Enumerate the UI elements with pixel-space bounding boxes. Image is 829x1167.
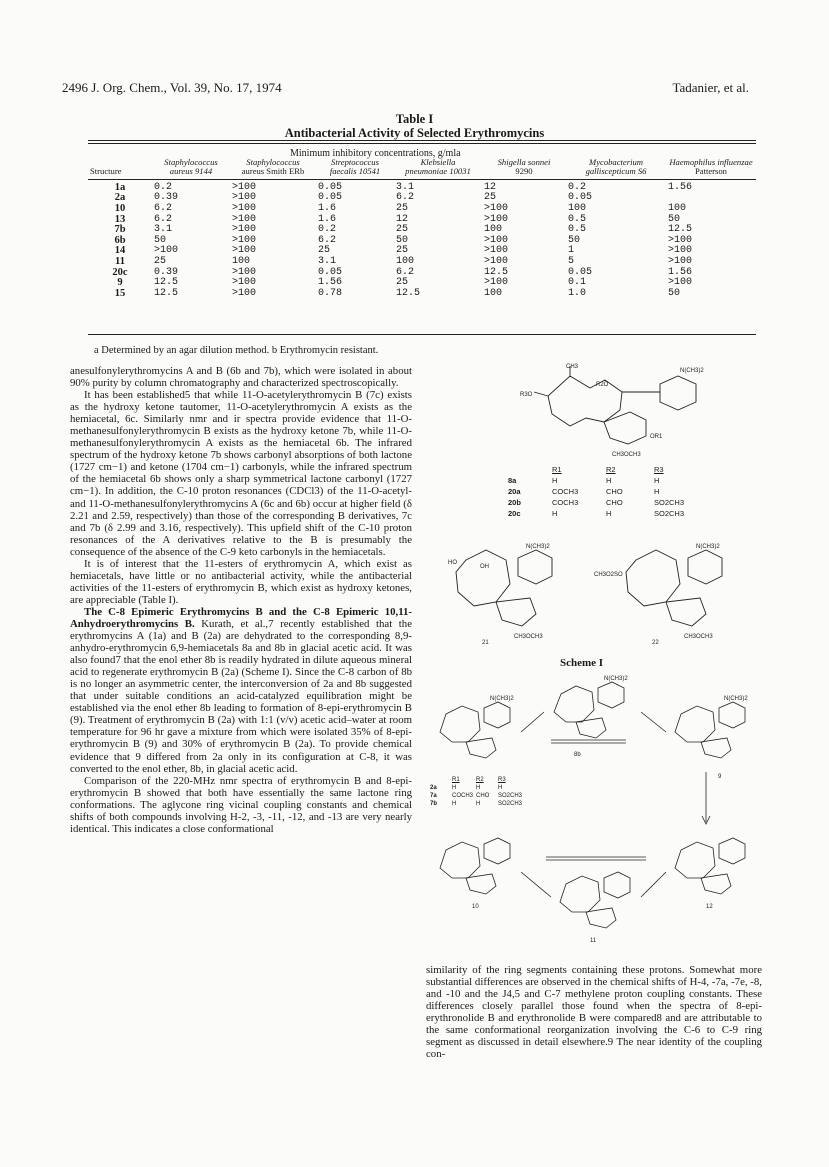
col-header-5: Shigella sonnei 9290 xyxy=(482,158,566,179)
table-cell: 25 xyxy=(396,245,409,257)
scheme-i-diagram xyxy=(426,672,771,962)
fragment-nch3-left: N(CH3)2 xyxy=(490,696,514,702)
compound-21: 21 xyxy=(482,640,489,646)
fragment-nch3-8b: N(CH3)2 xyxy=(604,676,628,682)
table-cell: 50 xyxy=(668,213,681,225)
table-cell: 0.05 xyxy=(318,266,343,278)
table-cell: 1.0 xyxy=(568,287,587,299)
table-cell: 100 xyxy=(396,255,415,267)
substituent-compound: 7b xyxy=(430,801,438,807)
table-cell: 12 xyxy=(484,181,497,193)
substituent-compound: 20b xyxy=(508,498,521,507)
paragraph-2: It has been established5 that while 11-O-acetylerythromycin B (7c) exists as the hydroxy ketone tautomer, 11-O-acetylerythromycin A exists as the hemiacetal, 6c. Similarly nmr and ir spectra provide evidence that 11-O-methanesulfonylerythromycin B exists as the hydroxy ketone 7b, while 11-O-methanesulfonylerythromycin A exists as the hemiacetal 6b. The infrared spectrum of the hydroxy ketone 7b shows carbonyl absorptions of both lactone (1727 cm−1) and ketone (1704 cm−1) carbonyls, while the infrared spectrum of the hemiacetal 6b shows only a sharp symmetrical lactone carbonyl (1727 cm−1). In addition, the C-10 proton resonances (CDCl3) of the 11-O-acetyl- and 11-O-methanesulfonylerythromycins A (6c and 6b) occur at higher field (δ 2.21 and 2.59, respectively) than those of the corresponding B derivatives, 7c and 7b (δ 2.99 and 3.16, respectively). This upfield shift of the C-10 proton resonances of the A derivatives relative to the B is presumably the consequence of the absence of the C-9 keto carbonyls in the hemiacetals. xyxy=(70,389,412,558)
table-cell: >100 xyxy=(232,245,257,257)
table-row-structure: 11 xyxy=(115,255,125,267)
table-footnote: a Determined by an agar dilution method. b Erythromycin resistant. xyxy=(94,345,379,356)
table-row-structure: 6b xyxy=(114,234,126,246)
substituent-value: CHO xyxy=(476,793,490,799)
substituent-value: H xyxy=(476,785,481,791)
substituent-table-scheme xyxy=(430,776,550,808)
table-cell: >100 xyxy=(484,277,509,289)
substituent-compound: 20c xyxy=(508,509,521,518)
table-row xyxy=(88,257,756,268)
fragment-oh-21: OH xyxy=(480,564,489,570)
fragment-ch3: CH3 xyxy=(566,364,579,370)
table-cell: 50 xyxy=(396,234,409,246)
substituent-row xyxy=(508,475,688,486)
structure-8a-20 xyxy=(500,362,730,462)
table-cell: 50 xyxy=(154,234,167,246)
table-cell: 6.2 xyxy=(396,266,415,278)
table-cell: 12.5 xyxy=(484,266,509,278)
substituent-value: CHO xyxy=(606,498,623,507)
table-cell: 0.39 xyxy=(154,266,179,278)
paragraph-4: The C-8 Epimeric Erythromycins B and the C-8 Epimeric 10,11-Anhydroerythromycins B. Kurath, et al.,7 recently established that the erythromycins A (1a) and B (2a) are dehydrated to the corresponding 8,9-anhydro-erythromycin 6,9-hemiacetals 8a and 8b in glacial acetic acid. It was also found7 that the enol ether 8b is readily hydrated in dilute aqueous mineral acid to regenerate erythromycin B (2a) (Scheme I). Since the C-8 carbon of 8b is no longer an asymmetric center, the interconversion of 2a and 8b suggested that under suitable conditions an acid-catalyzed equilibration might be established via the enol ether 8b leading to formation of 8-epi-erythromycin B (9). Treatment of erythromycin B (2a) with 1:1 (v/v) acetic acid–water at room temperature for 96 hr gave a mixture from which were isolated 35% of 8-epi-erythromycin B (9) and 30% of erythromycin B (2a). To provide chemical evidence that 9 differed from 2a only in its configuration at C-8, it was converted to the enol ether, 8b, in glacial acetic acid. xyxy=(70,605,412,775)
table-cell: 100 xyxy=(484,287,503,299)
table-cell: 1.56 xyxy=(668,266,693,278)
table-cell: 25 xyxy=(318,245,331,257)
table-row-structure: 14 xyxy=(114,245,126,257)
substituent-value: H xyxy=(654,487,660,496)
table-cell: >100 xyxy=(232,277,257,289)
fragment-ch3och3-22: CH3OCH3 xyxy=(684,634,713,640)
table-cell: 25 xyxy=(154,255,167,267)
left-column xyxy=(70,365,412,835)
table-cell: 0.05 xyxy=(318,181,343,193)
substituent-table-top xyxy=(508,464,688,519)
structure-header: Structure xyxy=(88,158,152,179)
fragment-ch3och3: CH3OCH3 xyxy=(612,452,641,458)
substituent-value: SO2CH3 xyxy=(498,801,523,807)
substituent-row xyxy=(508,508,688,519)
substituent-value: H xyxy=(606,476,612,485)
table-cell: >100 xyxy=(484,245,509,257)
table-cell: >100 xyxy=(668,245,693,257)
paragraph-3: It is of interest that the 11-esters of erythromycin A, which exist as hemiacetals, have little or no antibacterial activity, while the antibacterial activities of the 11-esters of erythromycin B, which exist as hydroxy ketones, are appreciable (Table I). xyxy=(70,557,412,606)
substituent-value: H xyxy=(452,801,457,807)
table-cell: 100 xyxy=(668,203,687,214)
table-cell: >100 xyxy=(232,213,257,225)
table-cell: 12.5 xyxy=(396,287,421,299)
fragment-nch3-21: N(CH3)2 xyxy=(526,544,550,550)
compound-11: 11 xyxy=(590,938,597,944)
fragment-ms-22: CH3O2SO xyxy=(594,572,623,578)
substituent-value: H xyxy=(552,476,558,485)
col-header-6: Mycobacterium galliscepticum S6 xyxy=(566,158,666,179)
substituent-compound: 20a xyxy=(508,487,521,496)
table-cell: >100 xyxy=(232,192,257,204)
scheme-sub-header-row: R1 R2 R3 xyxy=(452,777,506,783)
table-cell: 12.5 xyxy=(668,224,693,236)
table-cell: 0.39 xyxy=(154,192,179,204)
table-cell: >100 xyxy=(232,287,257,299)
table-row xyxy=(88,278,756,289)
scheme-title: Scheme I xyxy=(560,657,604,669)
fragment-nch3-right: N(CH3)2 xyxy=(724,696,748,702)
table-cell: 1.6 xyxy=(318,203,337,214)
substituent-value: SO2CH3 xyxy=(654,509,685,518)
table-cell: >100 xyxy=(668,277,693,289)
paragraph-right: similarity of the ring segments containing these protons. Somewhat more substantial differences are observed in the chemical shifts of H-4, -7a, -7e, -8, and -10 and the J4,5 and C-7 methylene proton coupling constants. These differences closely parallel those found when the spectra of 8-epi-erythronolide B and erythronolide B were compared8 and are attributable to the same conformational reorganization involving the C-6 to C-9 ring segment as discussed in detail elsewhere.9 The near identity of the coupling con- xyxy=(426,964,762,1061)
table-cell: 100 xyxy=(568,203,587,214)
table-cell: 0.2 xyxy=(568,181,587,193)
compound-10: 10 xyxy=(472,904,479,910)
table-cell: 0.05 xyxy=(318,192,343,204)
table-cell: 0.05 xyxy=(568,192,593,204)
table-row-structure: 15 xyxy=(114,287,126,299)
table-row xyxy=(88,289,756,300)
substituent-value: COCH3 xyxy=(552,498,579,507)
table-cell: 1.56 xyxy=(318,277,343,289)
table-cell: >100 xyxy=(484,255,509,267)
substituent-value: COCH3 xyxy=(552,487,579,496)
table-row xyxy=(88,215,756,226)
table-row xyxy=(88,193,756,204)
table-top-rule xyxy=(88,140,756,141)
substituent-compound: 7a xyxy=(430,793,437,799)
page-header-right: Tadanier, et al. xyxy=(672,80,749,95)
structures-21-22 xyxy=(426,540,766,650)
table-row xyxy=(88,225,756,236)
substituent-row xyxy=(430,792,550,800)
table-cell: 0.1 xyxy=(568,277,587,289)
sub-header-row: R1 R2 R3 xyxy=(552,465,664,474)
table-bottom-rule xyxy=(88,334,756,335)
table-cell: >100 xyxy=(232,266,257,278)
paragraph-5: Comparison of the 220-MHz nmr spectra of erythromycin B and 8-epi-erythromycin B showed that both have essentially the same lactone ring conformations. The aglycone ring vicinal coupling constants and chemical shifts of both compounds involving H-2, -3, -11, -12, and -13 are very nearly identical. This indicates a close conformational xyxy=(70,774,412,835)
table-cell: 3.1 xyxy=(318,255,337,267)
table-top-rule-2 xyxy=(88,143,756,144)
table-cell: 0.05 xyxy=(568,266,593,278)
table-row xyxy=(88,236,756,247)
substituent-compound: 2a xyxy=(430,785,437,791)
table-cell: 0.78 xyxy=(318,287,343,299)
substituent-value: CHO xyxy=(606,487,623,496)
substituent-row xyxy=(430,784,550,792)
table-cell: >100 xyxy=(232,234,257,246)
fragment-nch3: N(CH3)2 xyxy=(680,368,704,374)
antibacterial-table xyxy=(88,158,756,299)
table-row-structure: 13 xyxy=(114,213,126,225)
fragment-ho-21: HO xyxy=(448,560,457,566)
table-cell: >100 xyxy=(232,203,257,214)
fragment-or1: OR1 xyxy=(650,434,663,440)
table-row-structure: 2a xyxy=(114,192,126,204)
table-cell: 3.1 xyxy=(154,224,173,236)
table-cell: 3.1 xyxy=(396,181,415,193)
table-row-structure: 10 xyxy=(114,203,126,214)
substituent-value: H xyxy=(476,801,481,807)
substituent-compound: 8a xyxy=(508,476,517,485)
compound-8b: 8b xyxy=(574,752,581,758)
table-cell: >100 xyxy=(154,245,179,257)
table-cell: 5 xyxy=(568,255,575,267)
table-cell: 0.2 xyxy=(318,224,337,236)
table-cell: 0.5 xyxy=(568,224,587,236)
table-title-block xyxy=(0,112,829,140)
right-column xyxy=(426,964,762,1060)
table-cell: 25 xyxy=(396,224,409,236)
substituent-value: COCH3 xyxy=(452,793,474,799)
table-cell: 12.5 xyxy=(154,287,179,299)
substituent-row xyxy=(508,486,688,497)
table-cell: >100 xyxy=(232,181,257,193)
table-cell: 1.56 xyxy=(668,181,693,193)
table-row-structure: 9 xyxy=(117,277,123,289)
table-cell: 6.2 xyxy=(318,234,337,246)
col-header-4: Klebsiella pneumoniae 10031 xyxy=(394,158,482,179)
table-cell: 1 xyxy=(568,245,575,257)
table-cell: 50 xyxy=(568,234,581,246)
col-header-3: Streptococcus faecalis 10541 xyxy=(316,158,394,179)
table-row xyxy=(88,204,756,215)
table-cell: >100 xyxy=(668,234,693,246)
paragraph-1: anesulfonylerythromycins A and B (6b and 7b), which were isolated in about 90% purity by column chromatography and characterized spectroscopically. xyxy=(70,365,412,390)
table-row xyxy=(88,246,756,257)
table-cell: 25 xyxy=(396,277,409,289)
section-heading: The C-8 Epimeric Erythromycins B and the C-8 Epimeric 10,11-Anhydroerythromycins B. xyxy=(70,605,412,630)
col-header-1: Staphylococcus aureus 9144 xyxy=(152,158,230,179)
table-row-structure: 7b xyxy=(114,224,126,236)
compound-12: 12 xyxy=(706,904,713,910)
fragment-r3o: R3O xyxy=(520,392,533,398)
table-cell: >100 xyxy=(484,234,509,246)
table-row-structure: 1a xyxy=(114,181,126,193)
table-cell: 1.6 xyxy=(318,213,337,225)
table-cell: >100 xyxy=(668,255,693,267)
table-row xyxy=(88,179,756,193)
table-cell: 100 xyxy=(232,255,251,267)
substituent-value: SO2CH3 xyxy=(654,498,685,507)
table-cell: >100 xyxy=(232,224,257,236)
table-cell: 12 xyxy=(396,213,409,225)
substituent-value: SO2CH3 xyxy=(498,793,523,799)
table-cell: 0.5 xyxy=(568,213,587,225)
fragment-r2o: R2O xyxy=(596,382,609,388)
table-cell: 25 xyxy=(396,203,409,214)
table-title: Antibacterial Activity of Selected Erythromycins xyxy=(284,126,545,140)
col-header-7: Haemophilus influenzae Patterson xyxy=(666,158,756,179)
fragment-ch3och3-21: CH3OCH3 xyxy=(514,634,543,640)
substituent-value: H xyxy=(498,785,503,791)
table-row xyxy=(88,268,756,279)
table-cell: 6.2 xyxy=(154,203,173,214)
compound-22: 22 xyxy=(652,640,659,646)
table-cell: 25 xyxy=(484,192,497,204)
table-header-row xyxy=(88,158,756,179)
compound-9: 9 xyxy=(718,774,722,780)
table-cell: 100 xyxy=(484,224,503,236)
table-cell: 0.2 xyxy=(154,181,173,193)
col-header-2: Staphylococcus aureus Smith ERb xyxy=(230,158,316,179)
mic-label: Minimum inhibitory concentrations, g/mla xyxy=(290,148,461,159)
table-row-structure: 20c xyxy=(112,266,128,278)
fragment-nch3-22: N(CH3)2 xyxy=(696,544,720,550)
table-cell: 50 xyxy=(668,287,681,299)
table-cell: 12.5 xyxy=(154,277,179,289)
table-cell: 6.2 xyxy=(396,192,415,204)
substituent-value: H xyxy=(552,509,558,518)
table-cell: >100 xyxy=(484,203,509,214)
table-label: Table I xyxy=(395,112,434,126)
substituent-value: H xyxy=(654,476,660,485)
substituent-row xyxy=(508,497,688,508)
table-cell: 6.2 xyxy=(154,213,173,225)
table-cell: >100 xyxy=(484,213,509,225)
substituent-value: H xyxy=(452,785,457,791)
page-header-left: 2496 J. Org. Chem., Vol. 39, No. 17, 1974 xyxy=(62,80,282,95)
substituent-value: H xyxy=(606,509,612,518)
substituent-row xyxy=(430,800,550,808)
